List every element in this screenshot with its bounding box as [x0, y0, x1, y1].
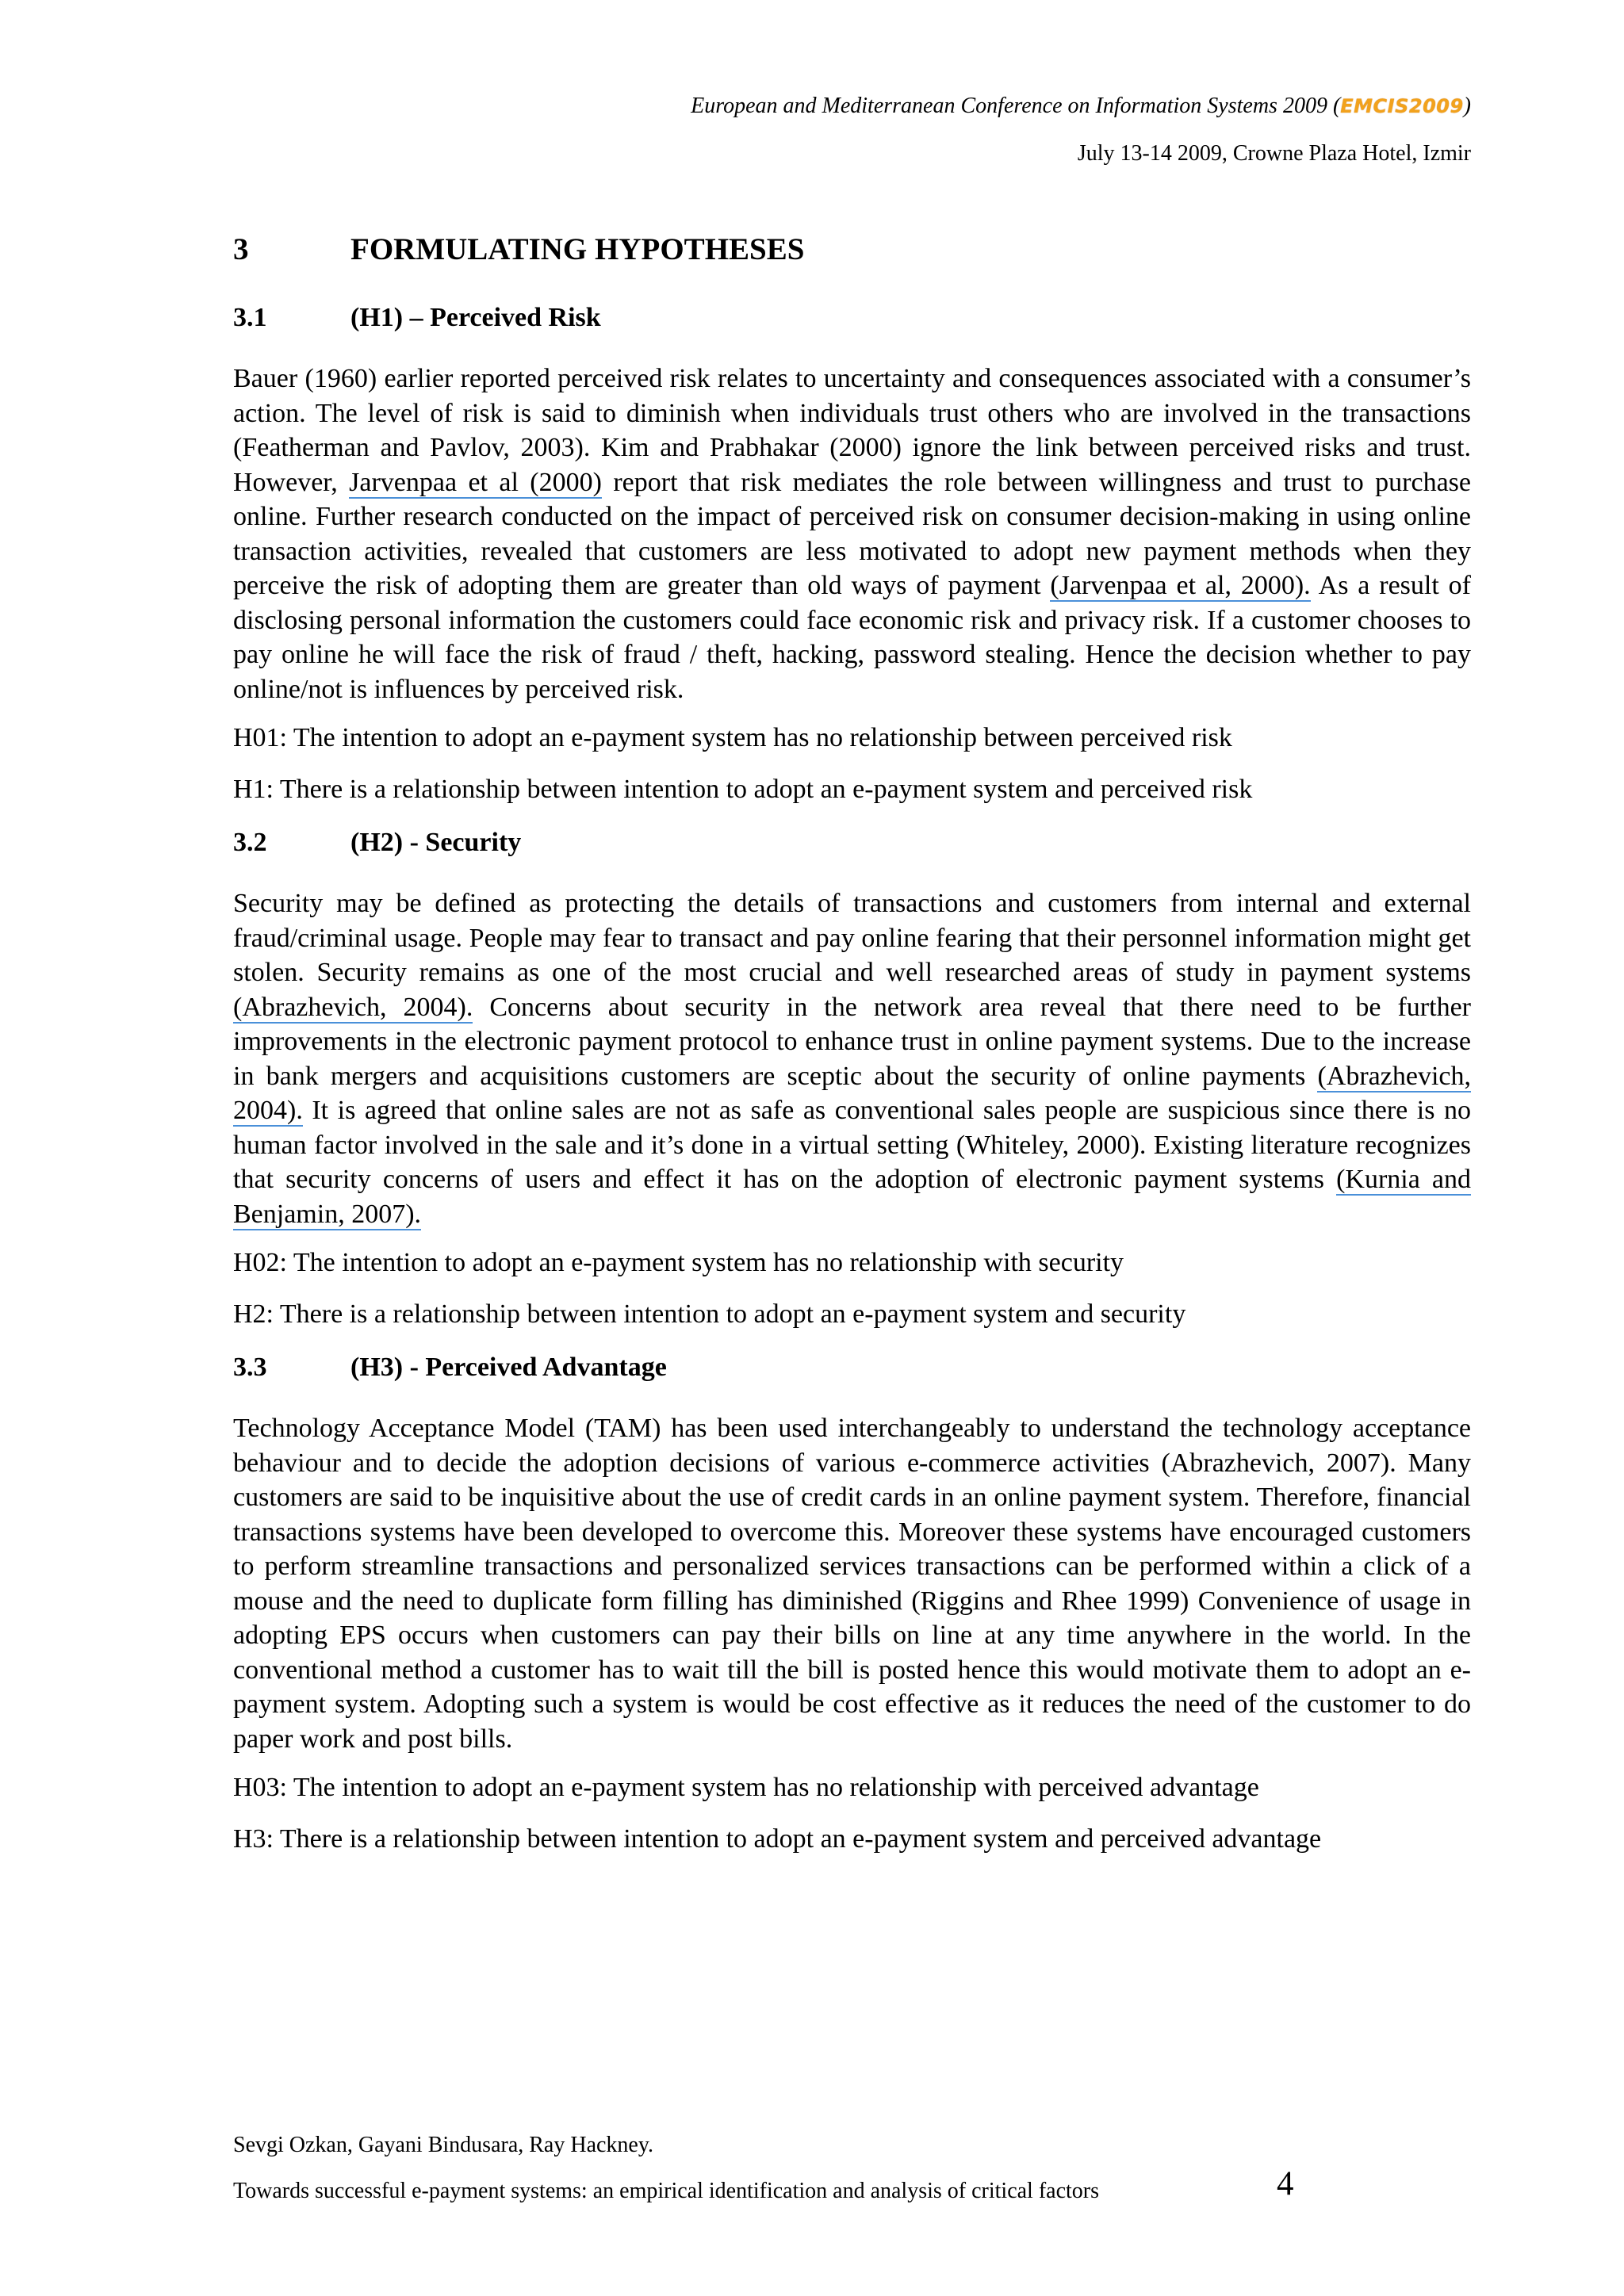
paragraph-perceived-advantage: Technology Acceptance Model (TAM) has been used interchangeably to understand the technology acceptance behaviour and to decide the adoption decisions of various e-commerce activities (Abrazhevich, 2007). Many customers are said to be inquisitive about the use of credit cards in an online payment system. Therefore, financial transactions systems have been developed to overcome this. Moreover these systems have encouraged customers to perform streamline transactions and personalized services transactions can be performed within a click of a mouse and the need to duplicate form filling has diminished (Riggins and Rhee 1999) Convenience of usage in adopting EPS occurs when customers can pay their bills on line at any time anywhere in the world. In the conventional method a customer has to wait till the bill is posted hence this would motivate them to adopt an e-payment system. Adopting such a system is would be cost effective as it reduces the need of the customer to do paper work and post bills.: [233, 1414, 1471, 1754]
running-header-conference: [691, 94, 1471, 119]
text-run: As a result of disclosing personal information the customers could face economic risk and privacy risk. If a customer chooses to pay online he will face the risk of fraud / theft, hacking, password stealing. Hence the decision whether to pay online/not is influences by perceived risk.: [233, 571, 1471, 704]
section-title: FORMULATING HYPOTHESES: [350, 232, 805, 266]
subsection-title: (H2) - Security: [350, 828, 522, 857]
hypothesis-3: H3: There is a relationship between intention to adopt an e-payment system and perceived advantage: [233, 1823, 1322, 1854]
subsection-heading-3-2: [233, 823, 1471, 886]
subsection-number: 3.2: [233, 828, 267, 857]
citation-link[interactable]: (Kurnia and Benjamin, 2007).: [233, 1165, 1471, 1229]
text-run: Security may be defined as protecting the details of transactions and customers from internal and external fraud/criminal usage. People may fear to transact and pay online fearing that their personnel information might get stolen. Security remains as one of the most crucial and well researched areas of study in payment systems: [233, 889, 1471, 987]
citation-link[interactable]: (Jarvenpaa et al, 2000).: [1050, 571, 1311, 600]
footer-authors: Sevgi Ozkan, Gayani Bindusara, Ray Hackney.: [233, 2133, 654, 2157]
subsection-title: (H1) – Perceived Risk: [350, 303, 601, 332]
citation-link[interactable]: (Abrazhevich, 2004).: [233, 1061, 1471, 1125]
text-run: report that risk mediates the role between willingness and trust to purchase online. Further research conducted on the impact of perceived risk on consumer decision-making in using online transaction activities, revealed that customers are less motivated to adopt new payment methods when they perceive the risk of adopting them are greater than old ways of payment: [233, 467, 1471, 600]
hypothesis-null-2: H02: The intention to adopt an e-payment system has no relationship with security: [233, 1248, 1124, 1277]
text-run: Concerns about security in the network area reveal that there need to be further improvements in the electronic payment protocol to enhance trust in online payment systems. Due to the increase in bank mergers and acquisitions customers are sceptic about the security of online payments: [233, 992, 1471, 1091]
footer-paper-title: Towards successful e-payment systems: an empirical identification and analysis of critical factors: [233, 2179, 1100, 2203]
conference-name: European and Mediterranean Conference on Information Systems 2009 (: [691, 94, 1341, 118]
subsection-heading-3-3: [233, 1348, 1471, 1411]
citation-link[interactable]: (Abrazhevich, 2004).: [233, 992, 473, 1022]
subsection-heading-3-1: [233, 298, 1471, 362]
citation-link[interactable]: Jarvenpaa et al (2000): [349, 467, 602, 497]
text-run: Bauer (1960) earlier reported perceived risk relates to uncertainty and consequences associated with a consumer’s action. The level of risk is said to diminish when individuals trust others who are involved in the transactions (Featherman and Pavlov, 2003). Kim and Prabhakar (2000) ignore the link between perceived risks and trust. However,: [233, 364, 1471, 497]
paragraph-perceived-risk: [233, 362, 1471, 706]
subsection-number: 3.1: [233, 303, 267, 332]
text-run: It is agreed that online sales are not as safe as conventional sales people are suspicious since there is no human factor involved in the sale and it’s done in a virtual setting (Whiteley, 2000). Existing literature recognizes that security concerns of users and effect it has on the adoption of electronic payment systems: [233, 1096, 1471, 1194]
paragraph-security: [233, 886, 1471, 1231]
hypothesis-2: H2: There is a relationship between intention to adopt an e-payment system and security: [233, 1299, 1186, 1329]
section-number: 3: [233, 232, 249, 266]
conference-name-close: ): [1463, 94, 1471, 118]
main-content: [233, 230, 1471, 1873]
running-header-date: July 13-14 2009, Crowne Plaza Hotel, Izmir: [1077, 141, 1471, 166]
hypothesis-1: H1: There is a relationship between intention to adopt an e-payment system and perceived risk: [233, 774, 1253, 804]
page-number: 4: [1277, 2165, 1294, 2202]
hypothesis-null-1: H01: The intention to adopt an e-payment system has no relationship between perceived risk: [233, 723, 1232, 752]
conference-logo-tag: EMCIS2009: [1340, 95, 1464, 117]
subsection-title: (H3) - Perceived Advantage: [350, 1353, 667, 1382]
subsection-number: 3.3: [233, 1353, 267, 1382]
hypothesis-null-3: H03: The intention to adopt an e-payment system has no relationship with perceived advantage: [233, 1773, 1259, 1802]
section-heading: [233, 230, 1471, 298]
